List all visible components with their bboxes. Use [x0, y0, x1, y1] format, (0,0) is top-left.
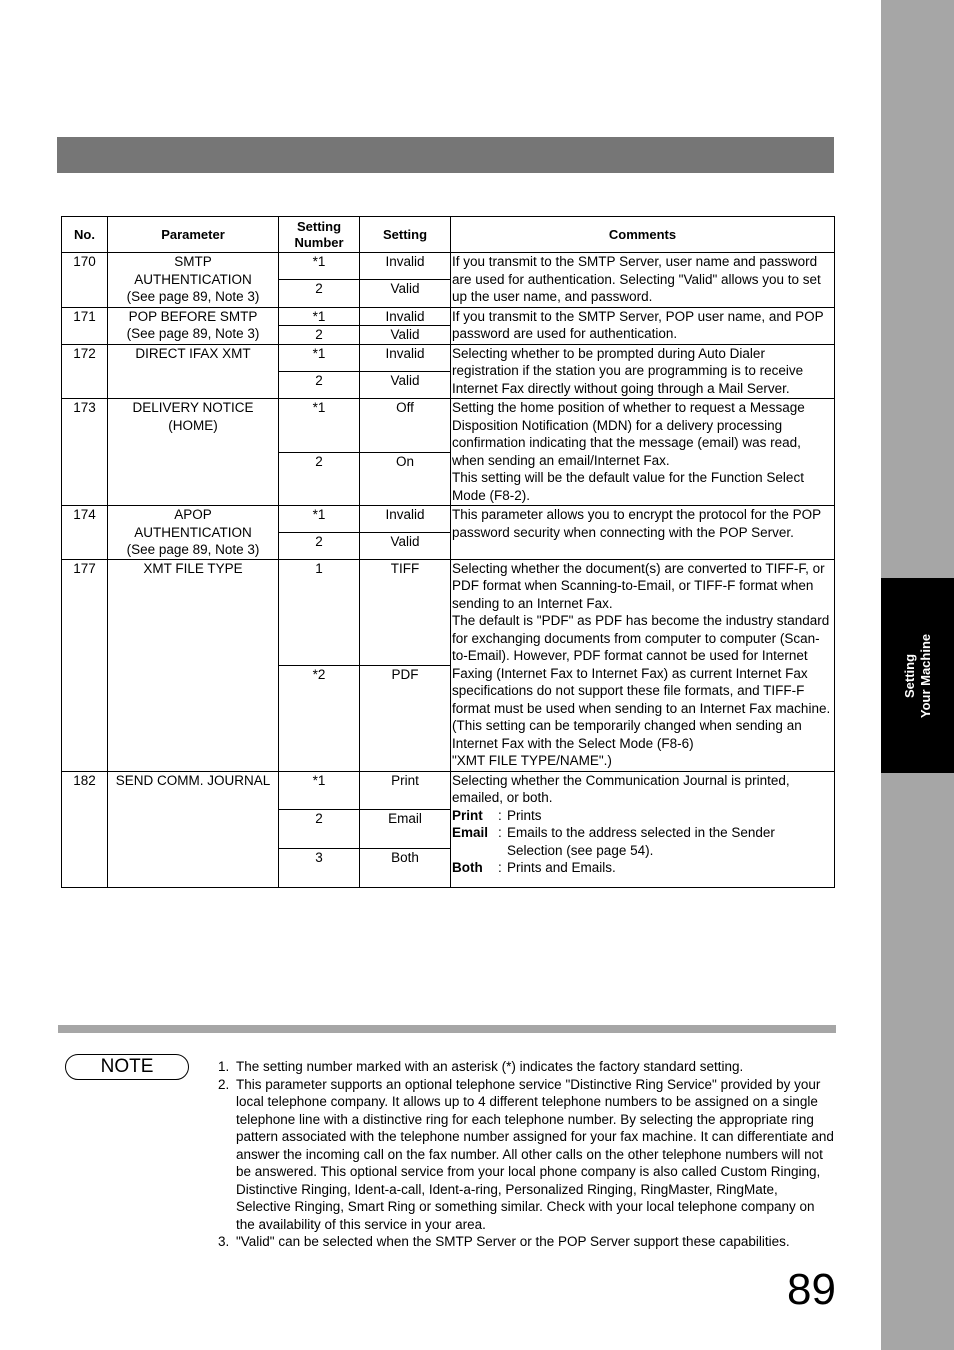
parameter-line: (See page 89, Note 3): [126, 289, 260, 304]
row-number: 177: [62, 559, 108, 771]
note-number: 2.: [218, 1076, 230, 1092]
setting-number: 2: [279, 452, 360, 506]
parameter-line: (HOME): [168, 417, 218, 433]
setting-value: Email: [360, 810, 451, 849]
parameters-table: [61, 216, 835, 888]
parameter-cell: [108, 559, 279, 771]
setting-number: 2: [279, 280, 360, 307]
note-text: The setting number marked with an asterisk (*) indicates the factory standard setting.: [236, 1059, 744, 1074]
setting-number: 2: [279, 371, 360, 398]
setting-number: *1: [279, 253, 360, 280]
comment-text: The default is "PDF" as PDF has become the industry standard for exchanging documents from computer to computer (Scan-to-Email). However, PDF format cannot be used for Internet Faxing (Internet Fax to Internet Fax) as current Internet Fax specifications do not support these file formats, and TIFF-F format must be used when sending to an Internet Fax machine.: [452, 613, 831, 716]
comments-cell: [451, 399, 835, 506]
header-no: No.: [62, 217, 108, 253]
section-tab-label: Setting Your Machine: [901, 633, 933, 718]
comment-text: Selecting whether to be prompted during Auto Dialer registration if the station you are programming is to receive Internet Fax directly without going through a Mail Server.: [452, 345, 804, 396]
row-number: 171: [62, 307, 108, 344]
setting-value: Off: [360, 399, 451, 453]
setting-number: 1: [279, 559, 360, 665]
setting-value: Invalid: [360, 253, 451, 280]
header-parameter: Parameter: [108, 217, 279, 253]
parameter-cell: [108, 253, 279, 308]
row-number: 170: [62, 253, 108, 308]
setting-value: Valid: [360, 326, 451, 345]
setting-number: *2: [279, 665, 360, 771]
table-body: [62, 253, 835, 888]
parameter-line: AUTHENTICATION: [134, 271, 252, 287]
table-row: [62, 399, 835, 453]
table-row: [62, 771, 835, 810]
parameter-cell: [108, 399, 279, 506]
note-number: 3.: [218, 1234, 230, 1249]
setting-number: 2: [279, 326, 360, 345]
definition-separator: :: [498, 825, 502, 840]
comment-text: Selecting whether the Communication Journal is printed, emailed, or both.: [452, 772, 790, 805]
parameter-line: DELIVERY NOTICE: [132, 400, 254, 415]
setting-value: Valid: [360, 280, 451, 307]
definition-separator: :: [498, 860, 502, 875]
table-row: [62, 559, 835, 665]
parameter-line: DIRECT IFAX XMT: [135, 345, 251, 361]
setting-value: Invalid: [360, 307, 451, 326]
definition-term: Both: [452, 860, 483, 875]
note-divider: [58, 1025, 836, 1033]
note-item: [218, 1233, 834, 1251]
comments-cell: [451, 307, 835, 344]
table-row: [62, 307, 835, 326]
setting-value: Invalid: [360, 506, 451, 533]
note-number: 1.: [218, 1059, 230, 1074]
parameter-line: AUTHENTICATION: [134, 524, 252, 540]
table-header-row: [62, 217, 835, 253]
setting-value: Valid: [360, 371, 451, 398]
comment-text: Selecting whether the document(s) are converted to TIFF-F, or PDF format when Scanning-to-Email, or TIFF-F format when sending to an Internet Fax.: [452, 560, 825, 611]
definition-term: Print: [452, 807, 483, 823]
row-number: 173: [62, 399, 108, 506]
header-bar: [57, 137, 834, 173]
setting-value: Both: [360, 848, 451, 887]
comment-text: If you transmit to the SMTP Server, POP user name, and POP password are used for authentication.: [452, 308, 824, 341]
section-tab: [881, 578, 954, 773]
comment-text: If you transmit to the SMTP Server, user name and password are used for authentication. Selecting "Valid" allows you to set up the user name, and password.: [452, 254, 821, 304]
setting-number: *1: [279, 399, 360, 453]
row-number: 172: [62, 344, 108, 399]
setting-number: *1: [279, 506, 360, 533]
note-text: This parameter supports an optional telephone service "Distinctive Ring Service" provided by your local telephone company. It allows up to 4 different telephone numbers to be assigned on a single telephone line with a distinctive ring for each telephone number. By selecting the appropriate ring pattern associated with the telephone number assigned for your fax machine. It can differentiate and answer the incoming call on the fax number. All other calls on the other telephone numbers will not be answered. This optional service from your local phone company is also called Custom Ringing, Distinctive Ringing, Ident-a-call, Ident-a-ring, Personalized Ringing, RingMaster, RingMate, Selective Ringing, Smart Ring or something similar. Check with your local telephone company on the availability of this service in your area.: [236, 1076, 834, 1232]
setting-value: Invalid: [360, 344, 451, 371]
row-number: 182: [62, 771, 108, 887]
parameter-cell: [108, 307, 279, 344]
note-item: [218, 1058, 834, 1076]
header-setting: Setting: [360, 217, 451, 253]
note-badge: NOTE: [65, 1054, 189, 1080]
setting-number: 3: [279, 848, 360, 887]
comment-text: This parameter allows you to encrypt the protocol for the POP password security when connecting with the POP Server.: [452, 507, 821, 540]
parameter-cell: [108, 344, 279, 399]
comment-text: Setting the home position of whether to request a Message Disposition Notification (MDN) for a delivery processing confirmation indicating that the message (email) was read, when sending an email/Internet Fax.: [452, 400, 805, 468]
parameter-line: XMT FILE TYPE: [143, 560, 243, 576]
setting-value: On: [360, 452, 451, 506]
comment-text: (This setting can be temporarily changed when sending an Internet Fax with the Select Mode (F8-6): [452, 718, 802, 751]
parameter-line: APOP: [174, 507, 212, 522]
parameter-cell: [108, 771, 279, 887]
setting-number: *1: [279, 771, 360, 810]
definition-desc: Prints: [507, 807, 542, 823]
comment-text: "XMT FILE TYPE/NAME".): [452, 753, 612, 768]
setting-value: TIFF: [360, 559, 451, 665]
definition-line: [452, 859, 832, 877]
header-comments: Comments: [451, 217, 835, 253]
setting-number: *1: [279, 307, 360, 326]
setting-number: 2: [279, 810, 360, 849]
table-row: [62, 344, 835, 371]
parameter-line: SEND COMM. JOURNAL: [115, 772, 271, 788]
comments-cell: [451, 344, 835, 399]
parameter-cell: [108, 506, 279, 560]
definition-line: [452, 824, 832, 859]
notes-list: [218, 1058, 834, 1251]
row-number: 174: [62, 506, 108, 560]
header-setting-number: Setting Number: [279, 217, 360, 253]
comments-cell: [451, 253, 835, 308]
setting-value: PDF: [360, 665, 451, 771]
setting-value: Valid: [360, 532, 451, 559]
comments-cell: [451, 559, 835, 771]
comments-cell: [451, 771, 835, 887]
comment-text: This setting will be the default value for the Function Select Mode (F8-2).: [452, 470, 804, 503]
note-text: "Valid" can be selected when the SMTP Server or the POP Server support these capabilities.: [236, 1234, 790, 1249]
note-item: [218, 1076, 834, 1234]
definition-term: Email: [452, 825, 489, 840]
setting-number: 2: [279, 532, 360, 559]
table-row: [62, 506, 835, 533]
parameter-line: (See page 89, Note 3): [126, 326, 260, 341]
definition-desc: Prints and Emails.: [507, 860, 616, 875]
definition-line: [452, 807, 832, 825]
setting-number: *1: [279, 344, 360, 371]
definition-desc: Emails to the address selected in the Sender Selection (see page 54).: [507, 825, 775, 858]
comments-cell: [451, 506, 835, 560]
parameter-line: SMTP: [174, 254, 212, 269]
definition-separator: :: [498, 807, 502, 823]
parameter-line: (See page 89, Note 3): [126, 542, 260, 557]
setting-value: Print: [360, 771, 451, 810]
table-row: [62, 253, 835, 280]
page-number: 89: [787, 1265, 836, 1314]
parameter-line: POP BEFORE SMTP: [128, 308, 258, 324]
